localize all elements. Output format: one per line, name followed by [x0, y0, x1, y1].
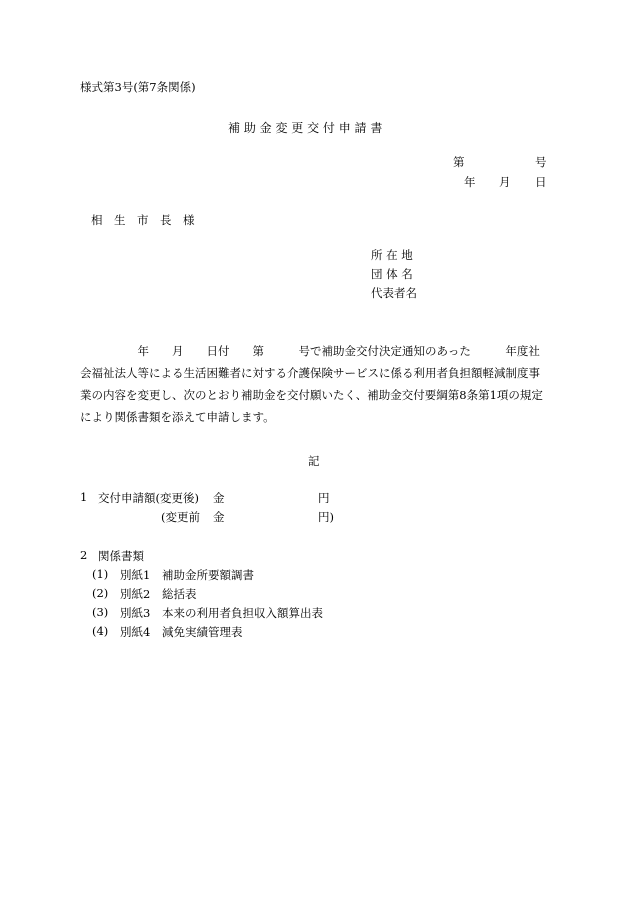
doc-item-sheet: 別紙1: [120, 568, 151, 582]
body-line: 業の内容を変更し、次のとおり補助金を交付願いたく、補助金交付要綱第8条第1項の規定: [80, 388, 543, 402]
body-paragraph: [80, 340, 550, 428]
applicant-group-label: 団 体 名: [371, 267, 413, 281]
doc-item-sheet: 別紙2: [120, 587, 151, 601]
applicant-address-label: 所 在 地: [371, 248, 413, 262]
doc-item-name: 本来の利用者負担収入額算出表: [162, 606, 323, 620]
doc-number-dai: 第: [453, 155, 465, 169]
doc-item-name: 減免実績管理表: [162, 625, 243, 639]
body-line: により関係書類を添えて申請します。: [80, 410, 275, 424]
doc-item-name: 補助金所要額調書: [162, 568, 254, 582]
doc-item-sheet: 別紙4: [120, 625, 151, 639]
item1-before-kin: 金: [213, 510, 225, 524]
item1-label: 交付申請額(変更後): [98, 491, 199, 505]
body-line: 会福祉法人等による生活困難者に対する介護保険サービスに係る利用者負担額軽減制度事: [80, 366, 540, 380]
date-year: 年: [464, 175, 476, 189]
item2-label: 関係書類: [98, 549, 144, 563]
doc-item-number: (1): [92, 567, 109, 581]
date-month: 月: [499, 175, 511, 189]
doc-item-name: 総括表: [162, 587, 197, 601]
item1-before-label: (変更前: [161, 510, 200, 524]
page-title: 補 助 金 変 更 交 付 申 請 書: [228, 121, 383, 135]
doc-item-number: (3): [92, 605, 109, 619]
doc-item-number: (2): [92, 586, 109, 600]
doc-item-number: (4): [92, 624, 109, 638]
item2-number: 2: [80, 548, 88, 562]
item1-yen: 円: [318, 491, 330, 505]
body-line: 年 月 日付 第 号で補助金交付決定通知のあった 年度社: [80, 344, 540, 358]
item1-kin: 金: [213, 491, 225, 505]
form-number: 様式第3号(第7条関係): [80, 80, 196, 94]
item1-before-yen: 円): [318, 510, 334, 524]
doc-item-sheet: 別紙3: [120, 606, 151, 620]
item1-number: 1: [80, 490, 88, 504]
addressee: 相 生 市 長 様: [91, 213, 195, 227]
applicant-rep-label: 代表者名: [371, 286, 417, 300]
date-day: 日: [535, 175, 547, 189]
doc-number-go: 号: [535, 155, 547, 169]
ki-heading: 記: [308, 454, 320, 468]
